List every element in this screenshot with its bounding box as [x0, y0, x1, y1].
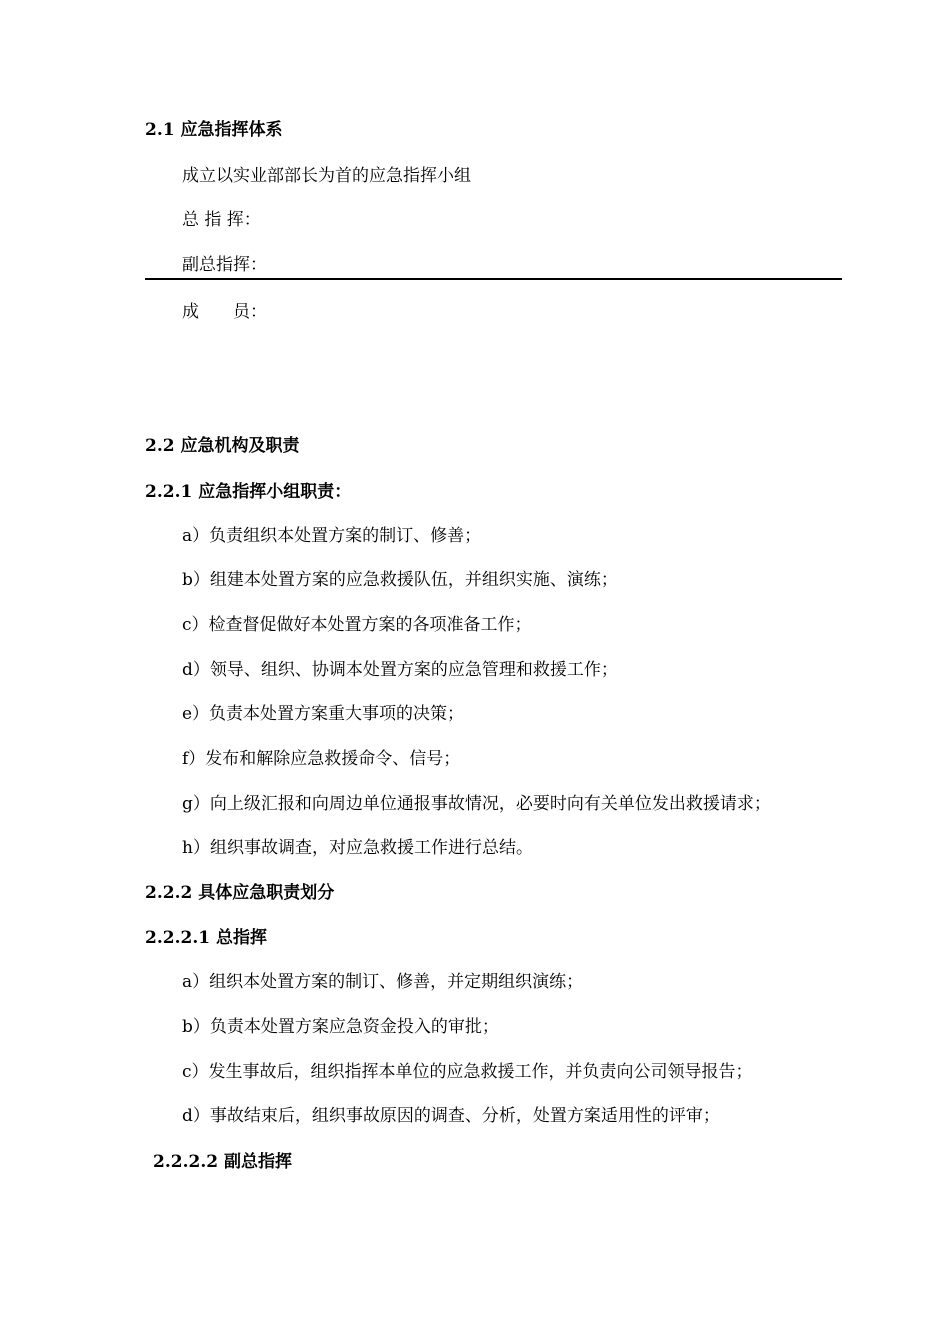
- command-group-intro: 成立以实业部部长为首的应急指挥小组: [182, 166, 471, 186]
- section-2-2-1-heading: 2.2.1 应急指挥小组职责：: [145, 482, 352, 502]
- list-item: g）向上级汇报和向周边单位通报事故情况，必要时向有关单位发出救援请求；: [182, 794, 771, 814]
- horizontal-rule: [145, 278, 842, 280]
- list-item: a）组织本处置方案的制订、修善，并定期组织演练；: [182, 972, 584, 992]
- list-item: b）组建本处置方案的应急救援队伍，并组织实施、演练；: [182, 570, 618, 590]
- list-item: f）发布和解除应急救援命令、信号；: [182, 749, 461, 769]
- section-2-2-heading: 2.2 应急机构及职责: [145, 436, 300, 456]
- list-item: c）检查督促做好本处置方案的各项准备工作；: [182, 615, 532, 635]
- section-2-2-2-heading: 2.2.2 具体应急职责划分: [145, 883, 335, 903]
- list-item: c）发生事故后，组织指挥本单位的应急救援工作，并负责向公司领导报告；: [182, 1062, 753, 1082]
- section-2-1-heading: 2.1 应急指挥体系: [145, 120, 283, 140]
- members-label: 成 员：: [182, 302, 267, 322]
- list-item: d）领导、组织、协调本处置方案的应急管理和救援工作；: [182, 660, 618, 680]
- section-2-2-2-2-heading: 2.2.2.2 副总指挥: [153, 1152, 292, 1172]
- list-item: d）事故结束后，组织事故原因的调查、分析，处置方案适用性的评审；: [182, 1106, 720, 1126]
- list-item: h）组织事故调查，对应急救援工作进行总结。: [182, 838, 533, 858]
- section-2-2-2-1-heading: 2.2.2.1 总指挥: [145, 928, 267, 948]
- list-item: b）负责本处置方案应急资金投入的审批；: [182, 1017, 499, 1037]
- commander-label: 总 指 挥：: [182, 210, 261, 230]
- list-item: a）负责组织本处置方案的制订、修善；: [182, 526, 482, 546]
- list-item: e）负责本处置方案重大事项的决策；: [182, 704, 465, 724]
- deputy-commander-label: 副总指挥：: [182, 255, 267, 275]
